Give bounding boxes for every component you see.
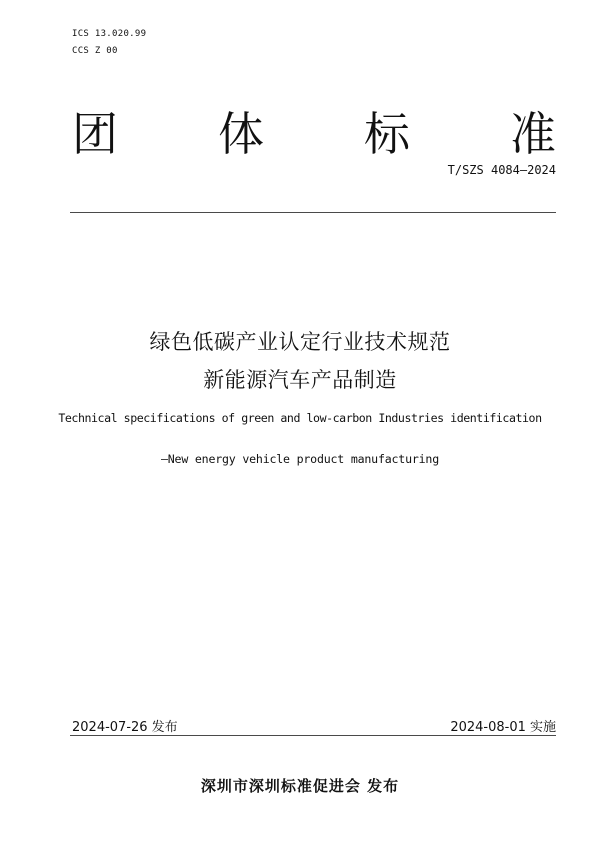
title-char-1: 团 bbox=[72, 107, 118, 161]
bottom-divider bbox=[70, 735, 556, 736]
standard-type-title bbox=[72, 104, 556, 164]
title-char-4: 准 bbox=[510, 107, 556, 161]
chinese-title-line-1: 绿色低碳产业认定行业技术规范 bbox=[149, 330, 451, 354]
english-title-line-2: —New energy vehicle product manufacturing bbox=[161, 452, 439, 466]
ccs-code: CCS Z 00 bbox=[72, 46, 118, 56]
implementation-date: 2024-08-01 实施 bbox=[450, 720, 556, 735]
english-title-line-1: Technical specifications of green and low-carbon Industries identification bbox=[58, 411, 542, 425]
ics-code: ICS 13.020.99 bbox=[72, 29, 147, 39]
publisher: 深圳市深圳标准促进会 发布 bbox=[200, 777, 400, 795]
top-divider bbox=[70, 212, 556, 213]
chinese-title-line-2: 新能源汽车产品制造 bbox=[203, 368, 397, 392]
issue-date: 2024-07-26 发布 bbox=[72, 720, 178, 735]
title-char-2: 体 bbox=[218, 107, 264, 161]
title-char-3: 标 bbox=[364, 107, 410, 161]
standard-number: T/SZS 4084—2024 bbox=[447, 163, 556, 177]
